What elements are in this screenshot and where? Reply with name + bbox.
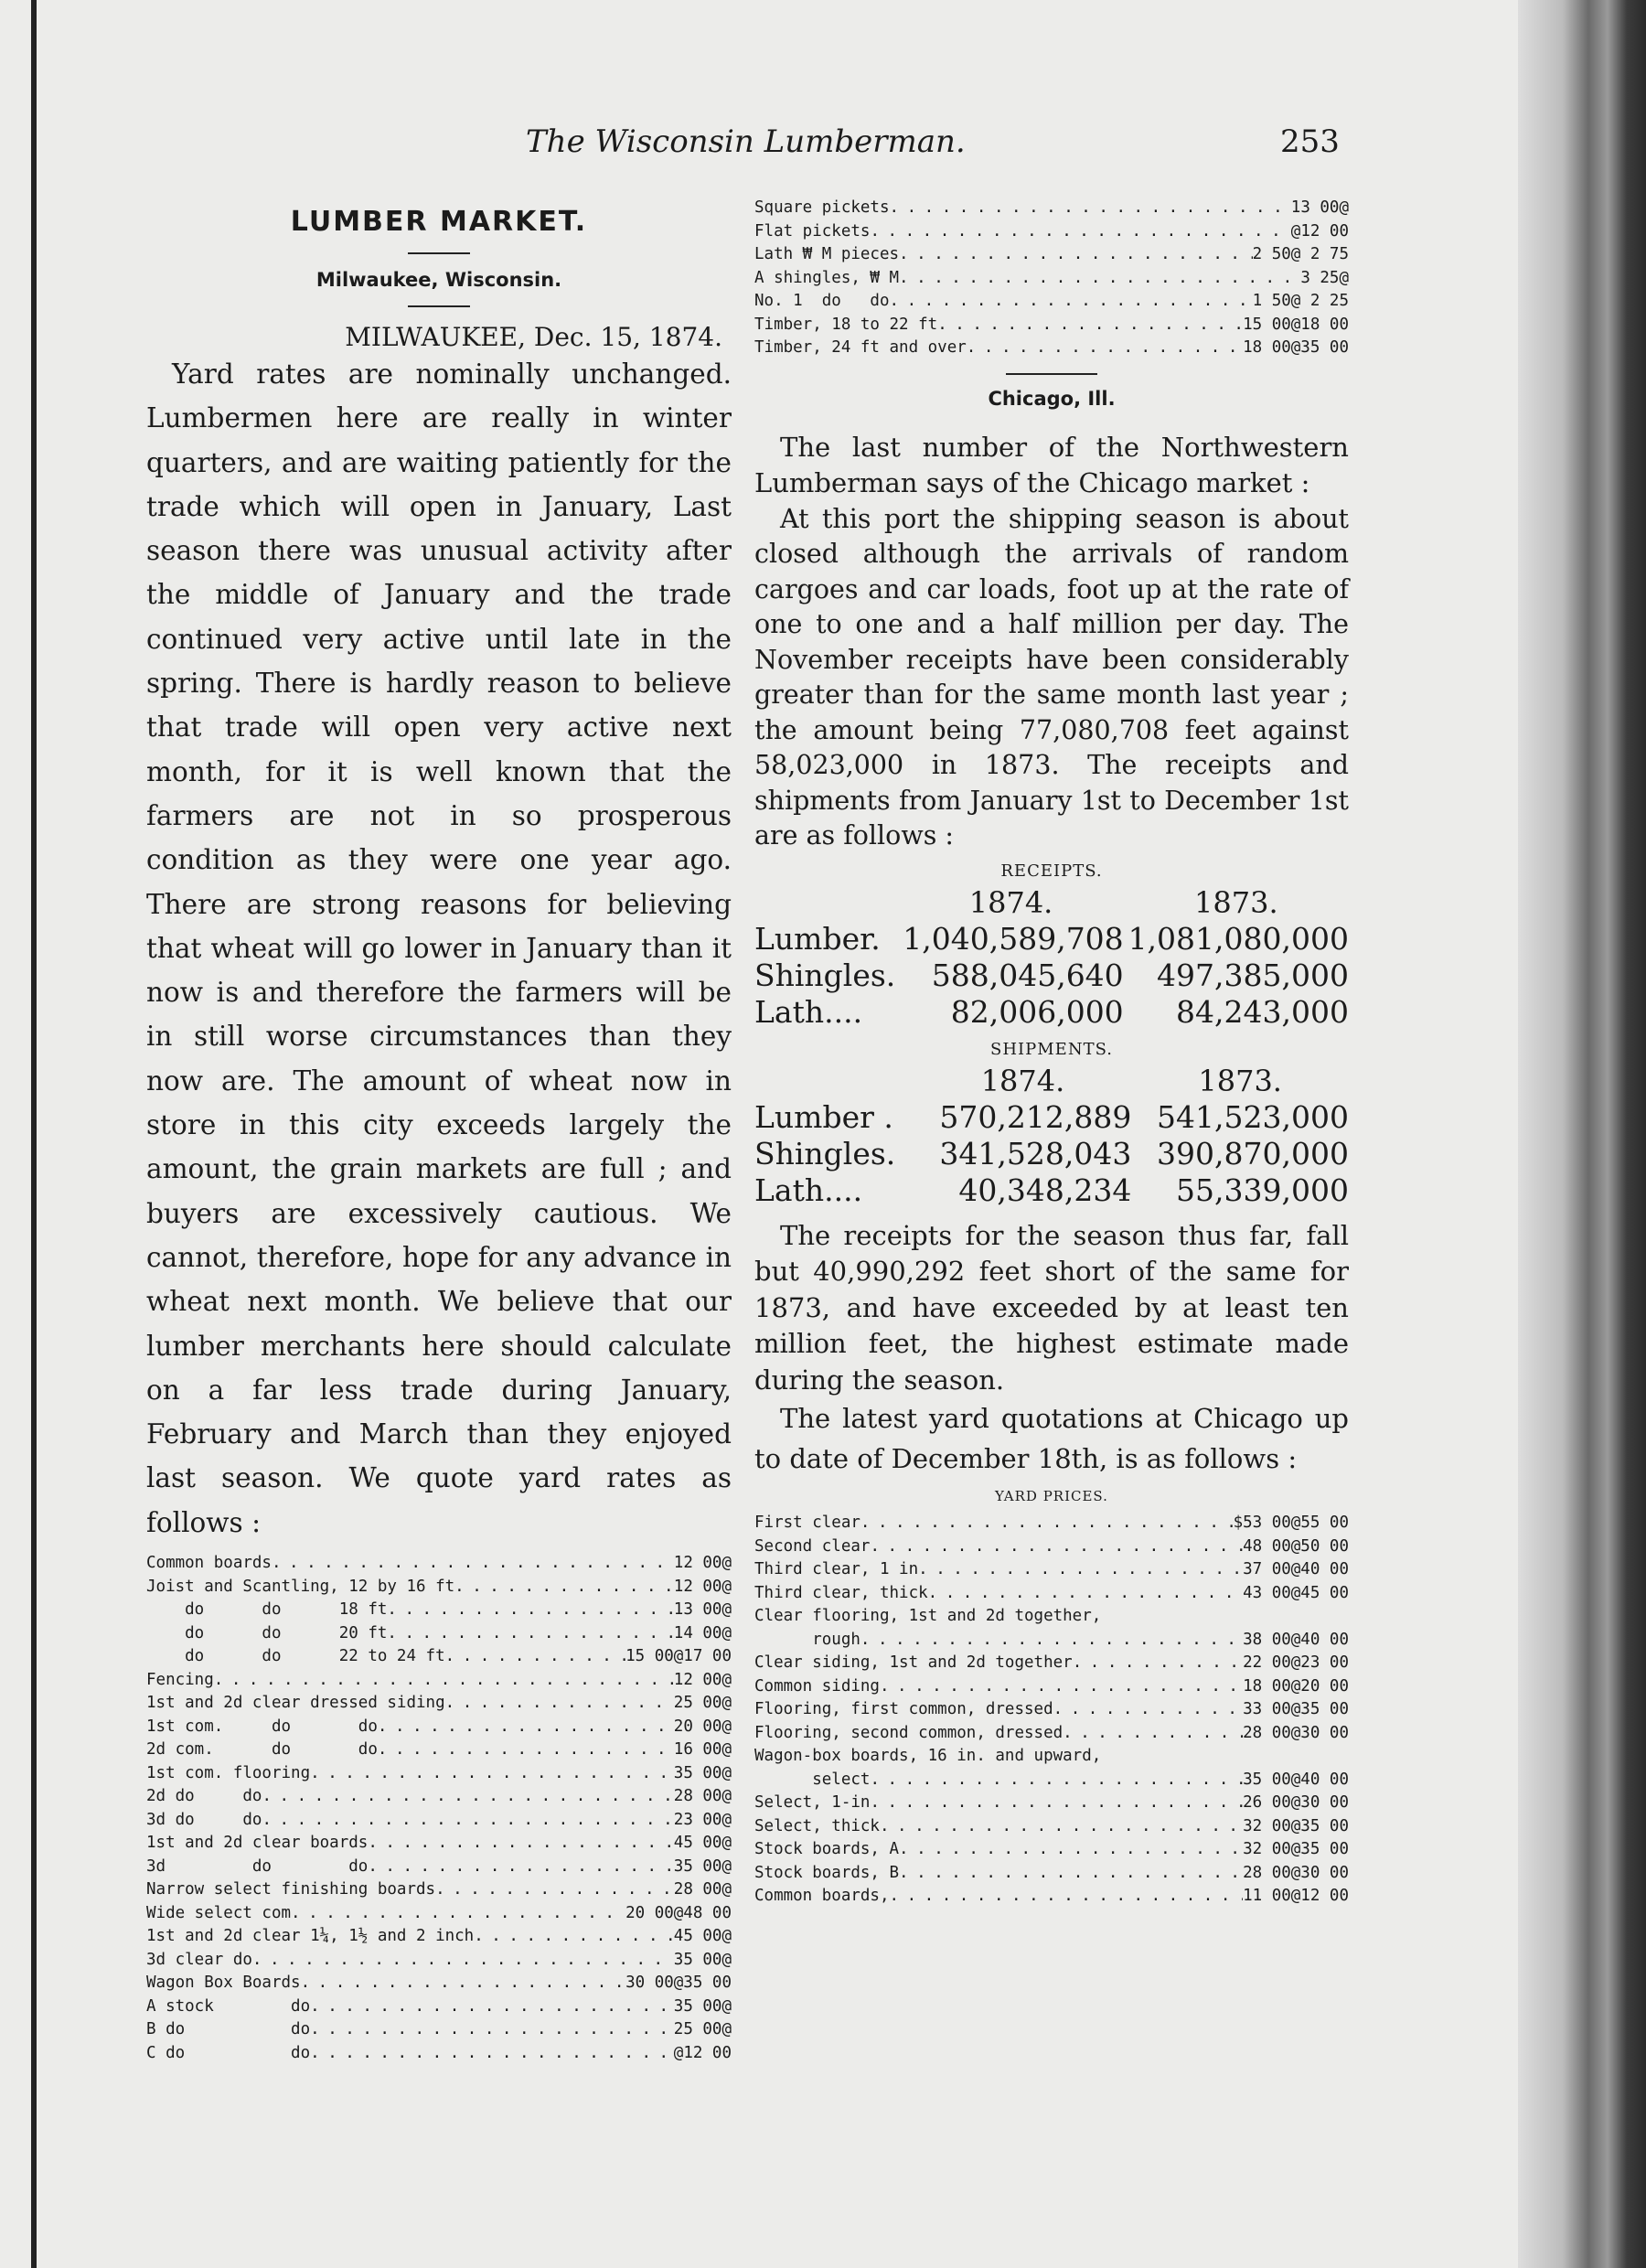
price-label: Square pickets <box>754 198 890 217</box>
value-1873: 497,385,000 <box>1157 957 1349 993</box>
price-row <box>754 290 1349 314</box>
leader-dots <box>880 1675 1243 1699</box>
receipts-table <box>754 884 1349 1031</box>
price-label: 1st com. do do <box>146 1717 378 1736</box>
leader-dots <box>870 1792 1243 1815</box>
subhead-rule <box>408 305 470 307</box>
yard-prices-heading: YARD PRICES. <box>995 1488 1108 1504</box>
price-value: @12 00 <box>1290 221 1349 241</box>
price-value: 33 00@35 00 <box>1243 1700 1349 1718</box>
leader-dots <box>899 267 1300 291</box>
leader-dots <box>310 1762 674 1786</box>
leader-dots <box>435 1878 674 1902</box>
price-value: 18 00@20 00 <box>1243 1676 1349 1696</box>
leader-dots <box>474 1925 674 1949</box>
price-label: First clear <box>754 1514 860 1532</box>
value-1874: 588,045,640 <box>931 957 1124 993</box>
stat-row <box>754 957 1349 994</box>
stat-row <box>754 994 1349 1031</box>
value-1873: 1,081,080,000 <box>1128 920 1349 957</box>
price-label: 3d do do <box>146 1810 262 1829</box>
price-value: 28 00@ <box>673 1787 732 1806</box>
shipments-table <box>754 1063 1349 1209</box>
section-rule <box>1006 373 1097 375</box>
price-value: 25 00@ <box>673 2020 732 2039</box>
leader-dots <box>252 1949 674 1973</box>
right-column <box>754 197 1349 1909</box>
price-row <box>146 1878 732 1902</box>
price-label: Wagon-box boards, 16 in. and upward, <box>754 1747 1102 1765</box>
value-1873: 84,243,000 <box>1176 993 1349 1030</box>
price-value: 43 00@45 00 <box>1243 1583 1349 1602</box>
chicago-intro: The last number of the Northwestern Lumberman says of the Chicago market : <box>754 431 1349 498</box>
price-label: Lath ₩ M pieces <box>754 245 900 263</box>
article-title: LUMBER MARKET. <box>290 206 588 238</box>
receipts-heading: RECEIPTS. <box>1000 861 1103 881</box>
chicago-yard-price-list <box>754 1512 1349 1909</box>
price-label: Clear flooring, 1st and 2d together, <box>754 1607 1102 1625</box>
price-value: 12 00@ <box>673 1670 732 1689</box>
price-row <box>146 1949 732 1973</box>
stat-row <box>754 1099 1349 1136</box>
season-summary: The receipts for the season thus far, fall but 40,990,292 feet short of the same for 1873, and have exceeded by at least ten million feet, the highest estimate made during the season. <box>754 1219 1349 1396</box>
price-value: 16 00@ <box>673 1740 732 1760</box>
price-row <box>146 1785 732 1809</box>
value-1874: 341,528,043 <box>939 1135 1132 1171</box>
stat-row <box>754 1136 1349 1172</box>
price-row <box>754 1792 1349 1815</box>
price-label: 1st com. flooring <box>146 1763 311 1782</box>
leader-dots <box>1053 1698 1243 1722</box>
price-row <box>146 1716 732 1739</box>
price-value: 11 00@12 00 <box>1243 1887 1349 1905</box>
price-value: 13 00@ <box>673 1600 732 1620</box>
price-row <box>146 1902 732 1926</box>
price-row <box>754 197 1349 220</box>
leader-dots <box>387 1622 673 1646</box>
price-row <box>754 1605 1349 1629</box>
value-1874: 40,348,234 <box>958 1171 1132 1208</box>
milwaukee-subhead: Milwaukee, Wisconsin. <box>315 269 562 291</box>
price-label: rough <box>754 1630 860 1649</box>
price-row <box>146 1995 732 2019</box>
price-label: Timber, 18 to 22 ft <box>754 315 938 334</box>
price-value: 22 00@23 00 <box>1243 1653 1349 1672</box>
price-row <box>146 1645 732 1669</box>
leader-dots <box>368 1856 673 1879</box>
price-value: 14 00@ <box>673 1623 732 1642</box>
value-1874: 570,212,889 <box>939 1098 1132 1135</box>
leader-dots <box>1073 1652 1243 1675</box>
price-label: 1st and 2d clear dressed siding <box>146 1694 445 1713</box>
leader-dots <box>291 1902 625 1926</box>
row-label: Lumber . <box>754 1098 893 1135</box>
price-label: 3d clear do <box>146 1950 252 1969</box>
chicago-quote: At this port the shipping season is about closed although the arrivals of random cargoes and car loads, foot up at the rate of one to one and a half million per day. The November receipts have been considerably greater than for the same month last year ; the amount being 77,080,708 feet against 58,023,000 in 1873. The receipts and shipments from January 1st to December 1st are as follows : <box>754 503 1349 850</box>
milwaukee-price-list <box>146 1552 732 2065</box>
value-1873: 390,870,000 <box>1157 1135 1349 1171</box>
price-row <box>754 1535 1349 1559</box>
price-label: A stock do <box>146 1996 311 2016</box>
price-row <box>754 1558 1349 1582</box>
milwaukee-report: Yard rates are nominally unchanged. Lumbermen here are really in winter quarters, and are waiting patiently for the trade which will open in January, Last season there was unusual activity after the middle of January and the trade continued very active until late in the spring. There is hardly reason to believe that trade will open very active next month, for it is well known that the farmers are not in so prosperous condition as they were one year ago. There are strong reasons for believing that wheat will go lower in January than it now is and therefore the farmers will be in still worse circumstances than they now are. The amount of wheat now in store in this city exceeds largely the amount, the grain markets are full ; and buyers are excessively cautious. We cannot, therefore, hope for any advance in wheat next month. We believe that our lumber merchants here should calculate on a far less trade during January, February and March than they enjoyed last season. We quote yard rates as follows : <box>146 358 732 1538</box>
leader-dots <box>880 1815 1243 1839</box>
price-row <box>146 2018 732 2042</box>
leader-dots <box>368 1832 673 1856</box>
price-label: Common boards <box>146 1554 272 1573</box>
leader-dots <box>918 1558 1243 1582</box>
price-value: 1 50@ 2 25 <box>1252 292 1349 310</box>
price-value: 15 00@18 00 <box>1243 315 1349 334</box>
price-row <box>754 1582 1349 1606</box>
price-value: 32 00@35 00 <box>1243 1816 1349 1835</box>
leader-dots <box>262 1785 673 1809</box>
price-row <box>146 1856 732 1879</box>
leader-dots <box>262 1809 673 1833</box>
price-value: 35 00@ <box>673 1950 732 1969</box>
price-label: 1st and 2d clear boards <box>146 1834 369 1853</box>
price-row <box>146 1925 732 1949</box>
price-value: 28 00@ <box>673 1880 732 1899</box>
price-value: 26 00@30 00 <box>1243 1793 1349 1812</box>
price-value: 18 00@35 00 <box>1243 338 1349 357</box>
row-label: Lath.... <box>754 1171 863 1208</box>
price-value: 35 00@ <box>673 1996 732 2016</box>
leader-dots <box>937 314 1243 337</box>
leader-dots <box>310 1995 674 2019</box>
price-label: Stock boards, B <box>754 1863 900 1882</box>
price-value: 35 00@ <box>673 1763 732 1782</box>
leader-dots <box>860 1629 1243 1653</box>
price-row <box>146 1738 732 1762</box>
price-value: 35 00@ <box>673 1856 732 1876</box>
page-number: 253 <box>1280 123 1340 160</box>
price-row <box>754 1885 1349 1909</box>
price-value: 28 00@30 00 <box>1243 1863 1349 1882</box>
price-value: @12 00 <box>673 2043 732 2062</box>
leader-dots <box>890 1885 1244 1909</box>
left-column <box>146 197 732 2065</box>
price-value: 38 00@40 00 <box>1243 1630 1349 1649</box>
price-row <box>754 1862 1349 1886</box>
year-header: 1874. <box>968 884 1053 920</box>
leader-dots <box>967 337 1243 360</box>
price-row <box>754 1629 1349 1653</box>
stat-row <box>754 1172 1349 1209</box>
leader-dots <box>445 1692 674 1716</box>
price-label: select <box>754 1770 871 1789</box>
price-value: $53 00@55 00 <box>1233 1514 1349 1532</box>
value-1874: 82,006,000 <box>950 993 1124 1030</box>
price-row <box>146 1552 732 1576</box>
price-value: 45 00@ <box>673 1927 732 1946</box>
price-label: do do 18 ft <box>146 1600 388 1620</box>
price-label: Common siding <box>754 1676 880 1696</box>
leader-dots <box>272 1552 674 1576</box>
price-value: 15 00@17 00 <box>625 1647 732 1666</box>
value-1873: 541,523,000 <box>1157 1098 1349 1135</box>
price-value: 12 00@ <box>673 1577 732 1596</box>
price-label: Narrow select finishing boards <box>146 1880 436 1899</box>
price-label: Clear siding, 1st and 2d together <box>754 1653 1073 1672</box>
leader-dots <box>870 220 1290 244</box>
price-row <box>146 1576 732 1599</box>
price-label: 2d com. do do <box>146 1740 378 1760</box>
leader-dots <box>301 1972 626 1995</box>
price-label: do do 22 to 24 ft <box>146 1647 445 1666</box>
leader-dots <box>310 2018 674 2042</box>
price-label: Third clear, thick <box>754 1583 928 1602</box>
price-row <box>754 267 1349 291</box>
value-1874: 1,040,589,708 <box>903 920 1124 957</box>
price-label: Stock boards, A <box>754 1840 900 1858</box>
price-value: 23 00@ <box>673 1810 732 1829</box>
price-label: Select, thick <box>754 1816 880 1835</box>
stat-row <box>754 921 1349 957</box>
price-row <box>754 1815 1349 1839</box>
price-label: Wagon Box Boards <box>146 1974 301 1993</box>
running-header: The Wisconsin Lumberman. <box>526 123 966 160</box>
leader-dots <box>890 290 1253 314</box>
dateline: MILWAUKEE, Dec. 15, 1874. <box>345 322 722 352</box>
price-row <box>754 337 1349 360</box>
price-row <box>146 1762 732 1786</box>
price-row <box>146 1669 732 1693</box>
price-row <box>754 220 1349 244</box>
leader-dots <box>870 1769 1243 1792</box>
shipments-heading: SHIPMENTS. <box>990 1039 1113 1059</box>
price-row <box>146 1599 732 1622</box>
price-value: 32 00@35 00 <box>1243 1840 1349 1858</box>
price-label: Third clear, 1 in <box>754 1560 919 1578</box>
price-value: 35 00@40 00 <box>1243 1770 1349 1789</box>
price-row <box>754 243 1349 267</box>
leader-dots <box>445 1645 625 1669</box>
price-row <box>754 1769 1349 1792</box>
price-label: Common boards, <box>754 1887 890 1905</box>
price-label: Joist and Scantling, 12 by 16 ft <box>146 1577 455 1596</box>
leader-dots <box>899 1862 1243 1886</box>
leader-dots <box>899 243 1253 267</box>
price-label: Flooring, second common, dressed <box>754 1723 1063 1742</box>
year-header: 1873. <box>1194 884 1278 920</box>
price-row <box>754 1745 1349 1769</box>
price-value: 48 00@50 00 <box>1243 1536 1349 1556</box>
price-value: 20 00@ <box>673 1717 732 1736</box>
leader-dots <box>1063 1722 1243 1746</box>
price-value: 12 00@ <box>673 1554 732 1573</box>
price-value: 30 00@35 00 <box>625 1974 732 1993</box>
price-row <box>754 1675 1349 1699</box>
price-row <box>146 1809 732 1833</box>
price-row <box>146 1972 732 1995</box>
year-header: 1874. <box>980 1063 1065 1098</box>
title-rule <box>408 252 470 254</box>
row-label: Lumber. <box>754 920 881 957</box>
row-label: Shingles. <box>754 957 896 993</box>
row-label: Lath.... <box>754 993 863 1030</box>
price-row <box>754 1698 1349 1722</box>
price-value: 45 00@ <box>673 1834 732 1853</box>
price-row <box>146 1622 732 1646</box>
leader-dots <box>870 1535 1243 1559</box>
leader-dots <box>899 1838 1243 1862</box>
price-label: No. 1 do do <box>754 292 890 310</box>
price-label: Flat pickets <box>754 221 871 241</box>
price-label: Timber, 24 ft and over <box>754 338 967 357</box>
leader-dots <box>928 1582 1243 1606</box>
row-label: Shingles. <box>754 1135 896 1171</box>
price-label: 2d do do <box>146 1787 262 1806</box>
price-row <box>146 1832 732 1856</box>
price-label: Second clear <box>754 1536 871 1556</box>
leader-dots <box>860 1512 1234 1535</box>
price-row <box>754 314 1349 337</box>
leader-dots <box>378 1738 674 1762</box>
price-row <box>146 2042 732 2066</box>
price-label: do do 20 ft <box>146 1623 388 1642</box>
price-row <box>146 1692 732 1716</box>
price-value: 13 00@ <box>1290 198 1349 217</box>
page-edge <box>1518 0 1646 2268</box>
leader-dots <box>214 1669 674 1693</box>
price-row <box>754 1838 1349 1862</box>
price-value: 3 25@ <box>1300 268 1349 287</box>
price-label: Select, 1-in <box>754 1793 871 1812</box>
value-1873: 55,339,000 <box>1176 1171 1349 1208</box>
price-value: 2 50@ 2 75 <box>1252 245 1349 263</box>
chicago-subhead: Chicago, Ill. <box>988 387 1116 410</box>
leader-dots <box>387 1599 673 1622</box>
leader-dots <box>378 1716 674 1739</box>
price-value: 28 00@30 00 <box>1243 1723 1349 1742</box>
price-label: Fencing <box>146 1670 214 1689</box>
year-header: 1873. <box>1198 1063 1282 1098</box>
price-label: A shingles, ₩ M <box>754 268 900 287</box>
price-label: Wide select com <box>146 1903 292 1922</box>
leader-dots <box>890 197 1291 220</box>
leader-dots <box>310 2042 674 2066</box>
price-value: 37 00@40 00 <box>1243 1560 1349 1578</box>
price-label: B do do <box>146 2020 311 2039</box>
binding-rule <box>31 0 37 2268</box>
price-value: 25 00@ <box>673 1694 732 1713</box>
price-label: C do do <box>146 2043 311 2062</box>
price-label: Flooring, first common, dressed <box>754 1700 1053 1718</box>
price-value: 20 00@48 00 <box>625 1903 732 1922</box>
yard-quotation-intro: The latest yard quotations at Chicago up to date of December 18th, is as follows : <box>754 1403 1349 1474</box>
price-row <box>754 1722 1349 1746</box>
leader-dots <box>454 1576 674 1599</box>
price-row <box>754 1512 1349 1535</box>
price-row <box>754 1652 1349 1675</box>
milwaukee-price-list-continued <box>754 197 1349 360</box>
price-label: 3d do do <box>146 1856 369 1876</box>
price-label: 1st and 2d clear 1¼, 1½ and 2 inch <box>146 1927 475 1946</box>
